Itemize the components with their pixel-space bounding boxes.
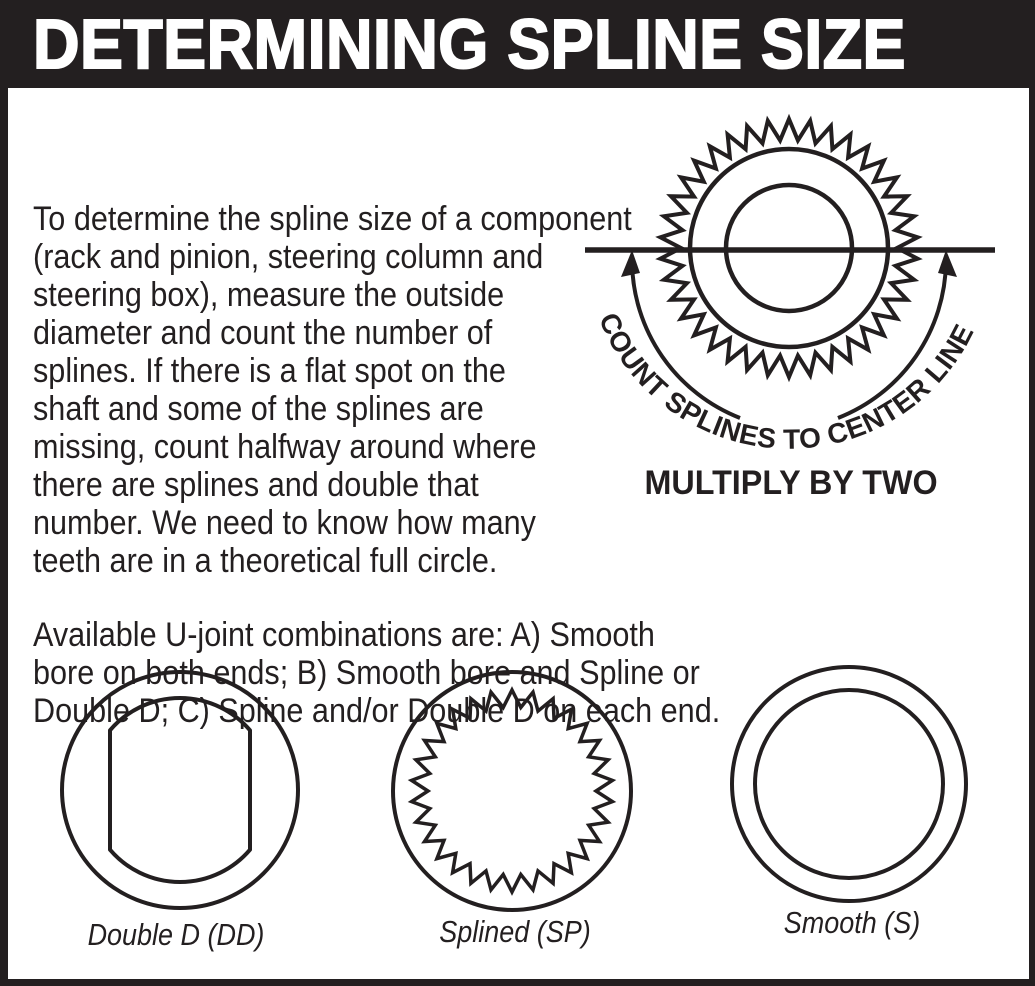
combinations-paragraph [33, 616, 720, 730]
text-line: Double D; C) Spline and/or Double D on each end. [33, 692, 721, 730]
text-line: steering box), measure the outside [33, 276, 505, 314]
page-body [8, 88, 1029, 979]
text-line: there are splines and double that [33, 466, 479, 504]
arc-label: COUNT SPLINES TO CENTER LINE [592, 308, 981, 455]
text-line: (rack and pinion, steering column and [33, 238, 544, 276]
multiply-caption: MULTIPLY BY TWO [644, 464, 938, 502]
text-line: Available U-joint combinations are: A) Smooth [33, 616, 655, 654]
text-line: diameter and count the number of [33, 314, 493, 352]
text-line: number. We need to know how many [33, 504, 536, 542]
page-title: DETERMINING SPLINE SIZE [33, 5, 906, 83]
text-line: missing, count halfway around where [33, 428, 537, 466]
joint-label-smooth: Smooth (S) [783, 905, 921, 940]
joint-label-splined: Splined (SP) [439, 914, 591, 949]
text-line: bore on both ends; B) Smooth bore and Spline or [33, 654, 700, 692]
text-line: To determine the spline size of a component [33, 200, 632, 238]
joint-label-double-d: Double D (DD) [87, 917, 265, 952]
text-line: shaft and some of the splines are [33, 390, 484, 428]
text-line: teeth are in a theoretical full circle. [33, 542, 498, 580]
text-line: splines. If there is a flat spot on the [33, 352, 506, 390]
intro-paragraph [33, 200, 632, 580]
